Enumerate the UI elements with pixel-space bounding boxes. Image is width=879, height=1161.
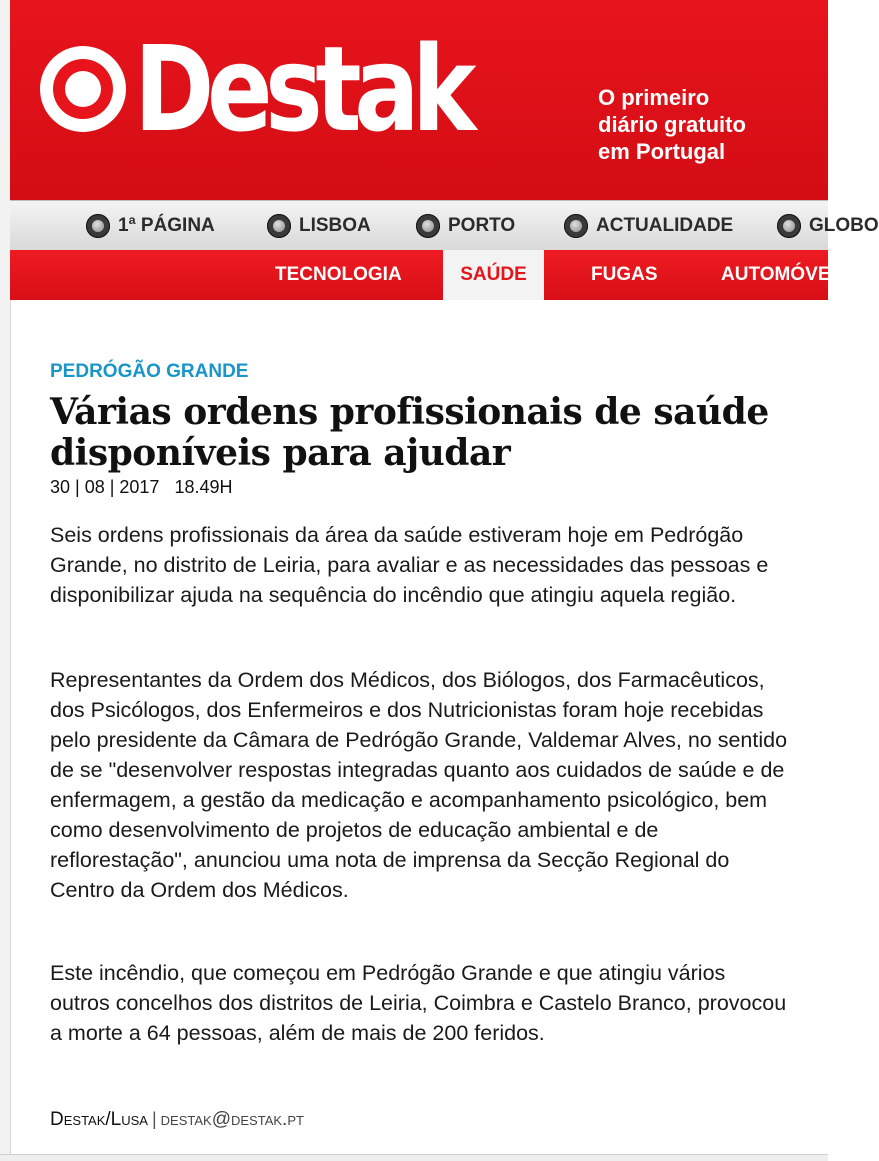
article-paragraph: Representantes da Ordem dos Médicos, dos Biólogos, dos Farmacêuticos, dos Psicólogos, dos Enfermeiros e dos Nutricionistas foram hoje recebidas pelo presidente da Câmara de Pedrógão Grande, Valdemar Alves, no sentido de se "desenvolver respostas integradas quanto aos cuidados de saúde e de enfermagem, a gestão da medicação e acompanhamento psicológico, bem como desenvolvimento de projetos de educação ambiental e de reflorestação", anunciou uma nota de imprensa da Secção Regional do Centro da Ordem dos Médicos. [50, 668, 788, 902]
article-byline [50, 1107, 304, 1132]
byline-source: Destak/Lusa [50, 1109, 148, 1130]
tagline-line: diário gratuito [598, 112, 746, 137]
section-navigation [10, 250, 849, 300]
nav-item-label: LISBOA [299, 215, 371, 236]
article-kicker[interactable]: PEDRÓGÃO GRANDE [50, 361, 249, 382]
radio-bullet-icon [777, 214, 801, 238]
article-paragraph: Seis ordens profissionais da área da saúde estiveram hoje em Pedrógão Grande, no distrito de Leiria, para avaliar e as necessidades das pessoas e disponibilizar ajuda na sequência do incêndio que atingiu aquela região. [50, 523, 769, 607]
article-headline: Várias ordens profissionais de saúde disponíveis para ajudar [50, 391, 769, 474]
nav-item-lisboa[interactable] [267, 201, 371, 251]
logo-dot [65, 71, 101, 107]
article-time: 18.49H [174, 477, 233, 497]
circle-target-icon[interactable] [40, 46, 126, 132]
tagline-line: O primeiro [598, 85, 710, 110]
tagline-line: em Portugal [598, 139, 726, 164]
radio-bullet-icon [416, 214, 440, 238]
nav-item-label: 1ª PÁGINA [118, 215, 215, 236]
nav-item-label: ACTUALIDADE [596, 215, 734, 236]
section-tab-fugas[interactable]: FUGAS [591, 264, 658, 285]
main-navigation [10, 200, 879, 250]
site-tagline [598, 84, 818, 165]
byline-separator: | [151, 1109, 157, 1129]
nav-item-primeira-pagina[interactable] [86, 201, 215, 251]
radio-bullet-icon [564, 214, 588, 238]
article-paragraph: Este incêndio, que começou em Pedrógão Grande e que atingiu vários outros concelhos dos distritos de Leiria, Coimbra e Castelo Branco, provocou a morte a 64 pessoas, além de mais de 200 feridos. [50, 961, 787, 1045]
section-tab-saude[interactable]: SAÚDE [443, 250, 544, 300]
radio-bullet-icon [86, 214, 110, 238]
nav-item-globo[interactable] [777, 201, 879, 251]
radio-bullet-icon [267, 214, 291, 238]
page-bottom-border [0, 1154, 828, 1161]
section-tab-tecnologia[interactable]: TECNOLOGIA [275, 264, 402, 285]
article-dateline [50, 476, 233, 498]
nav-item-label: GLOBO [809, 215, 879, 236]
nav-item-porto[interactable] [416, 201, 515, 251]
site-header [10, 0, 828, 200]
site-logo-wordmark[interactable]: Destak [134, 20, 470, 158]
byline-email-link[interactable]: destak@destak.pt [160, 1109, 304, 1130]
nav-item-label: PORTO [448, 215, 516, 236]
nav-item-actualidade[interactable] [564, 201, 733, 251]
article-date: 30 | 08 | 2017 [50, 477, 160, 497]
section-tab-automoveis[interactable]: AUTOMÓVEIS [721, 264, 849, 285]
